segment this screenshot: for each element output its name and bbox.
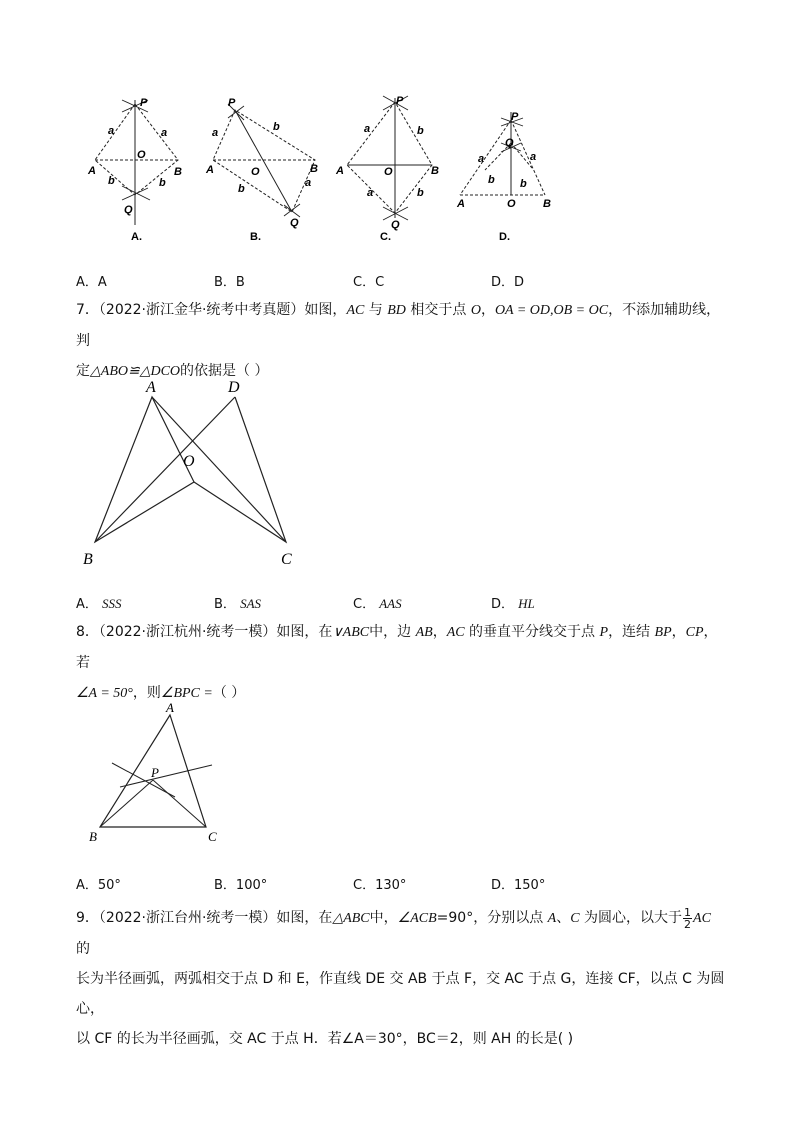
q8-label-c: C (208, 829, 217, 844)
fig-b-label-o: O (251, 166, 260, 178)
q8-option-d[interactable]: D．150° (491, 878, 546, 893)
fig-b-label-b: B (310, 163, 318, 175)
fig-b-label-q: Q (290, 217, 299, 229)
fig-b-side-1: a (212, 127, 219, 139)
fig-c-label-p: P (396, 95, 404, 107)
fig-d-side-2: a (530, 151, 537, 163)
fig-c-label-a: A (336, 165, 344, 177)
fig-d-label-o: O (507, 198, 516, 210)
fig-d-label-q: Q (505, 137, 514, 149)
q8-option-c[interactable]: C．130° (353, 878, 407, 893)
q7-label-a: A (146, 379, 156, 396)
fig-a-label-o: O (137, 149, 146, 161)
figure-c (335, 95, 439, 243)
fig-a-label-q: Q (124, 204, 133, 216)
fig-a-label-a: A (88, 165, 96, 177)
fig-c-side-2: b (417, 125, 424, 137)
q7-label-o: O (183, 453, 195, 470)
q8-line-1: 8．（2022·浙江杭州·统考一模）如图，在∨ABC中，边 AB，AC 的垂直平分线交于点 P，连结 BP，CP，若 (76, 624, 718, 671)
q6-option-b[interactable]: B．B (214, 275, 245, 290)
figure-b (205, 97, 318, 243)
fig-d-side-4: b (520, 178, 527, 190)
fig-c-label-q: Q (391, 219, 400, 231)
q9-stem (76, 903, 726, 1054)
q7-option-b[interactable]: B． SAS (214, 596, 262, 612)
fig-c-side-3: a (367, 187, 374, 199)
fig-a-side-1: a (108, 125, 115, 137)
fig-a-side-3: b (108, 175, 115, 187)
fig-c-caption: C. (380, 231, 391, 243)
q9-line-2: 长为半径画弧，两弧相交于点 D 和 E，作直线 DE 交 AB 于点 F，交 AC 于点 G，连接 CF，以点 C 为圆心， (76, 971, 725, 1017)
q8-line-2: ∠A = 50°，则∠BPC =（ ） (76, 685, 246, 701)
q6-option-a[interactable]: A．A (76, 275, 107, 290)
fig-b-caption: B. (250, 231, 261, 243)
fig-c-side-4: b (417, 187, 424, 199)
figure-a (87, 97, 182, 243)
q9-line-1: 9．（2022·浙江台州·统考一模）如图，在△ABC中，∠ACB=90°，分别以点 A、C 为圆心，以大于 $\frac{1}{2}$ AC 的 (76, 905, 711, 957)
fig-a-side-2: a (161, 127, 168, 139)
fig-b-side-4: a (305, 177, 312, 189)
q8-label-a: A (166, 700, 174, 715)
fig-b-label-p: P (228, 97, 236, 109)
q7-label-b: B (83, 551, 93, 568)
q7-line-1: 7．（2022·浙江金华·统考中考真题）如图，AC 与 BD 相交于点 O，OA = OD,OB = OC，不添加辅助线，判 (76, 302, 721, 349)
fig-c-label-b: B (431, 165, 439, 177)
q8-figure (80, 695, 240, 850)
q7-option-c[interactable]: C． AAS (353, 596, 402, 612)
fig-a-label-b: B (174, 166, 182, 178)
fig-a-caption: A. (131, 231, 142, 243)
fig-d-label-p: P (511, 111, 519, 123)
fig-d-caption: D. (499, 231, 510, 243)
q7-line-2: 定△ABO≌△DCO的依据是（ ） (76, 363, 269, 379)
q8-option-a[interactable]: A．50° (76, 878, 121, 893)
q8-label-p: P (151, 765, 159, 780)
fig-d-side-3: b (488, 174, 495, 186)
q7-figure (70, 370, 310, 575)
fig-a-side-4: b (159, 177, 166, 189)
q7-label-d: D (228, 379, 240, 396)
q7-label-c: C (281, 551, 292, 568)
q9-line-3: 以 CF 的长为半径画弧，交 AC 于点 H．若∠A＝30°，BC＝2，则 AH 的长是( ) (76, 1031, 574, 1047)
fig-d-label-b: B (543, 198, 551, 210)
q8-option-b[interactable]: B．100° (214, 878, 268, 893)
fig-c-label-o: O (384, 166, 393, 178)
fig-b-label-a: A (206, 164, 214, 176)
q8-label-b: B (89, 829, 97, 844)
figure-d (456, 111, 551, 243)
fig-a-label-p: P (140, 97, 148, 109)
fig-b-side-3: b (238, 183, 245, 195)
q9-fraction: $\frac{1}{2}$ (684, 905, 692, 931)
q6-figures (0, 0, 794, 260)
q6-option-c[interactable]: C．C (353, 275, 385, 290)
q6-option-d[interactable]: D．D (491, 275, 525, 290)
fig-d-label-a: A (457, 198, 465, 210)
fig-c-side-1: a (364, 123, 371, 135)
q7-option-a[interactable]: A． SSS (76, 596, 122, 612)
fig-d-side-1: a (478, 153, 485, 165)
q7-option-d[interactable]: D． HL (491, 596, 535, 612)
fig-b-side-2: b (273, 121, 280, 133)
